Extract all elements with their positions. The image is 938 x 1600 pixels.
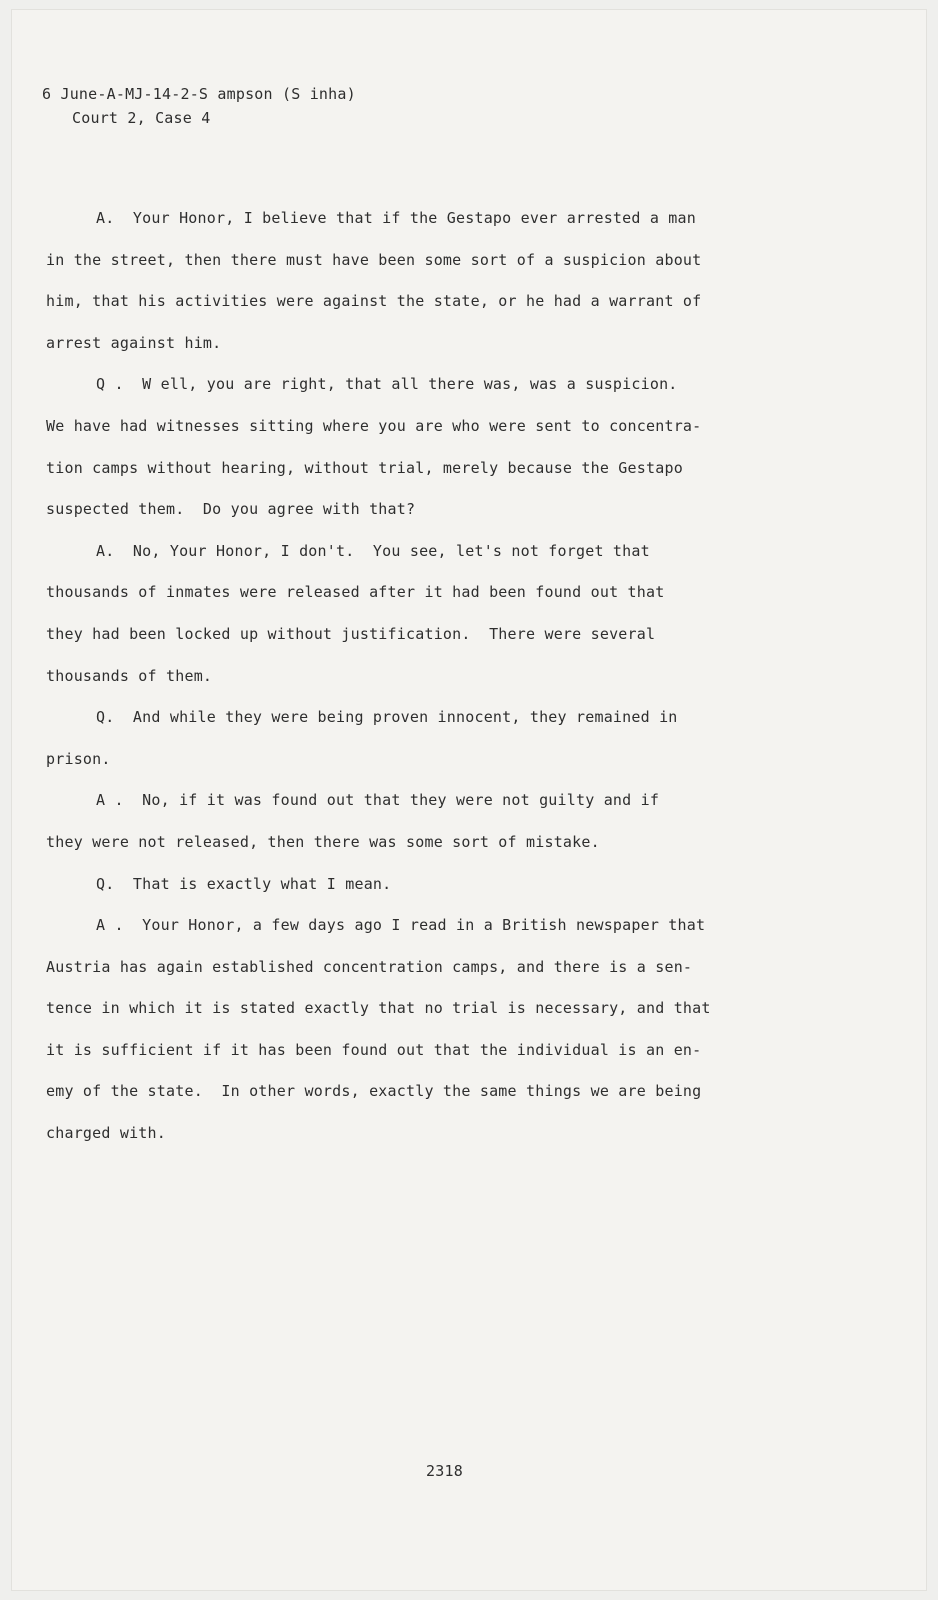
- text-line: they had been locked up without justification. There were several: [46, 624, 656, 643]
- text-line: We have had witnesses sitting where you are who were sent to concentra-: [46, 416, 702, 435]
- text-line: Austria has again established concentration camps, and there is a sen-: [46, 957, 693, 976]
- document-header: [42, 82, 356, 130]
- text-line: Q. That is exactly what I mean.: [96, 874, 392, 893]
- text-line: him, that his activities were against the state, or he had a warrant of: [46, 292, 702, 311]
- text-line: they were not released, then there was some sort of mistake.: [46, 832, 600, 851]
- text-line: it is sufficient if it has been found out that the individual is an en-: [46, 1040, 702, 1059]
- page-number: 2318: [426, 1462, 463, 1480]
- text-line: suspected them. Do you agree with that?: [46, 500, 416, 519]
- text-line: thousands of inmates were released after it had been found out that: [46, 583, 665, 602]
- text-line: Q. And while they were being proven innocent, they remained in: [96, 708, 678, 727]
- text-line: emy of the state. In other words, exactly the same things we are being: [46, 1082, 702, 1101]
- text-line: prison.: [46, 749, 111, 768]
- text-line: A. No, Your Honor, I don't. You see, let's not forget that: [96, 541, 650, 560]
- header-line-2: Court 2, Case 4: [72, 109, 211, 127]
- header-line-1: 6 June-A-MJ-14-2-S ampson (S inha): [42, 85, 356, 103]
- text-line: A . No, if it was found out that they were not guilty and if: [96, 791, 660, 810]
- text-line: A. Your Honor, I believe that if the Gestapo ever arrested a man: [96, 209, 696, 227]
- document-page: [12, 10, 926, 1590]
- text-line: A . Your Honor, a few days ago I read in a British newspaper that: [96, 916, 706, 935]
- transcript-body: [46, 198, 796, 1155]
- text-line: thousands of them.: [46, 666, 213, 685]
- text-line: arrest against him.: [46, 333, 222, 352]
- text-line: tence in which it is stated exactly that no trial is necessary, and that: [46, 999, 711, 1018]
- text-line: in the street, then there must have been some sort of a suspicion about: [46, 250, 702, 269]
- text-line: charged with.: [46, 1124, 166, 1143]
- text-line: Q . W ell, you are right, that all there was, was a suspicion.: [96, 375, 678, 394]
- text-line: tion camps without hearing, without trial, merely because the Gestapo: [46, 458, 683, 477]
